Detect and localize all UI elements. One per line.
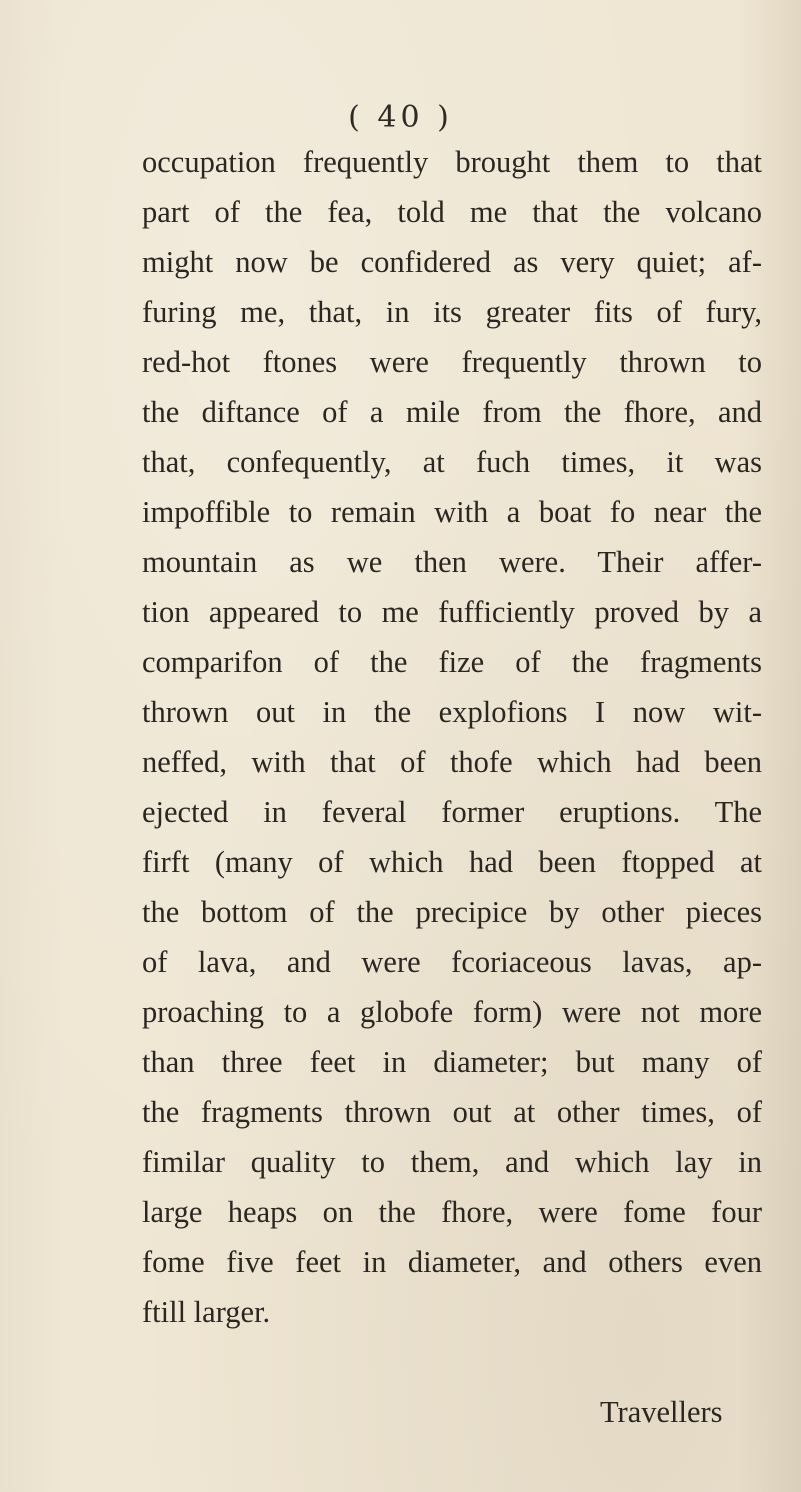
text-line: ejected in feveral former eruptions. The: [142, 795, 762, 829]
text-line: thrown out in the explofions I now wit-: [142, 695, 762, 729]
text-line: comparifon of the fize of the fragments: [142, 645, 762, 679]
text-line: than three feet in diameter; but many of: [142, 1045, 762, 1079]
text-line: of lava, and were fcoriaceous lavas, ap-: [142, 945, 762, 979]
text-line: firft (many of which had been ftopped at: [142, 845, 762, 879]
text-line: furing me, that, in its greater fits of fury,: [142, 295, 762, 329]
catchword: Travellers: [600, 1395, 723, 1429]
text-line: the fragments thrown out at other times, of: [142, 1095, 762, 1129]
text-line: that, confequently, at fuch times, it was: [142, 445, 762, 479]
text-line: mountain as we then were. Their affer-: [142, 545, 762, 579]
text-line: part of the fea, told me that the volcano: [142, 195, 762, 229]
text-line: might now be confidered as very quiet; af-: [142, 245, 762, 279]
text-line: tion appeared to me fufficiently proved by a: [142, 595, 762, 629]
text-line: neffed, with that of thofe which had been: [142, 745, 762, 779]
text-line: large heaps on the fhore, were fome four: [142, 1195, 762, 1229]
page-number: ( 40 ): [348, 100, 453, 135]
text-line-last: ftill larger.: [142, 1295, 271, 1329]
text-line: proaching to a globofe form) were not more: [142, 995, 762, 1029]
text-line: fimilar quality to them, and which lay in: [142, 1145, 762, 1179]
text-line: fome five feet in diameter, and others even: [142, 1245, 762, 1279]
text-line: red-hot ftones were frequently thrown to: [142, 345, 762, 379]
text-line: occupation frequently brought them to that: [142, 145, 762, 179]
text-line: the diftance of a mile from the fhore, and: [142, 395, 762, 429]
text-line: impoffible to remain with a boat fo near the: [142, 495, 762, 529]
text-line: the bottom of the precipice by other pieces: [142, 895, 762, 929]
